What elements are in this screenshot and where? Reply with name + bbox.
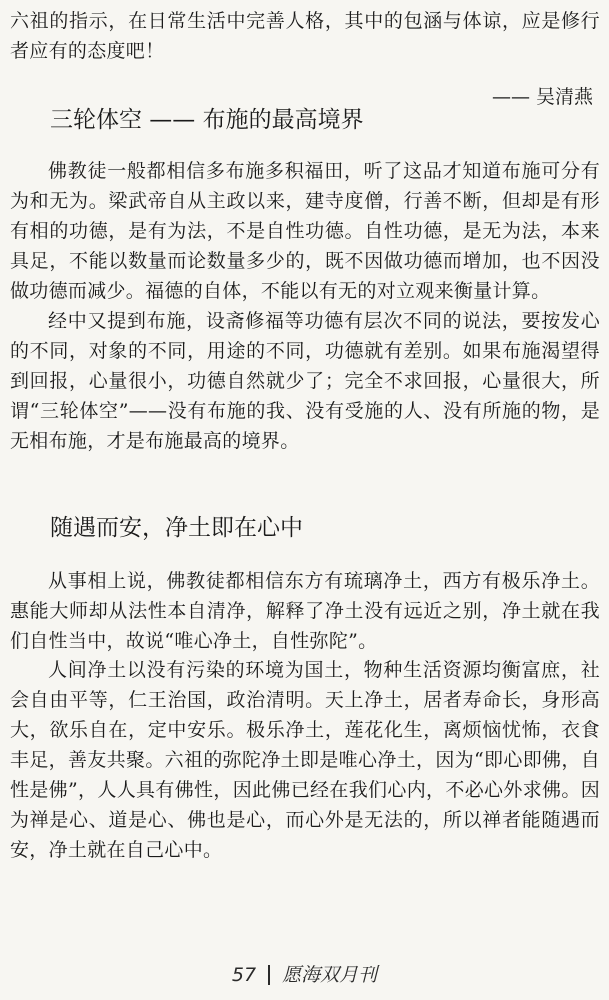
section2-paragraph-1: 从事相上说，佛教徒都相信东方有琉璃净土，西方有极乐净土。惠能大师却从法性本自清净，解释了净土没有远近之别，净土就在我们自性当中，故说“唯心净土，自性弥陀”。 xyxy=(10,570,600,652)
page-number: 57 xyxy=(231,964,257,986)
page-footer xyxy=(0,962,609,988)
section-heading-1: 三轮体空 —— 布施的最高境界 xyxy=(50,107,364,133)
section-heading-2: 随遇而安，净土即在心中 xyxy=(50,515,303,541)
publication-name: 愿海双月刊 xyxy=(282,964,378,986)
footer-separator xyxy=(268,965,270,985)
intro-paragraph: 六祖的指示，在日常生活中完善人格，其中的包涵与体谅，应是修行者应有的态度吧！ xyxy=(10,10,600,62)
section2-paragraph-2: 人间净土以没有污染的环境为国土，物种生活资源均衡富庶，社会自由平等，仁王治国，政治清明。天上净土，居者寿命长，身形高大，欲乐自在，定中安乐。极乐净土，莲花化生，离烦恼忧怖，衣食丰足，善友共聚。六祖的弥陀净土即是唯心净土，因为“即心即佛，自性是佛”，人人具有佛性，因此佛已经在我们心内，不必心外求佛。因为禅是心、道是心、佛也是心，而心外是无法的，所以禅者能随遇而安，净土就在自己心中。 xyxy=(10,659,600,861)
author-attribution: —— 吴清燕 xyxy=(491,86,593,108)
section1-paragraph-2: 经中又提到布施，设斋修福等功德有层次不同的说法，要按发心的不同，对象的不同，用途的不同，功德就有差别。如果布施渴望得到回报，心量很小，功德自然就少了；完全不求回报，心量很大，所谓“三轮体空”——没有布施的我、没有受施的人、没有所施的物，是无相布施，才是布施最高的境界。 xyxy=(10,310,600,452)
section1-paragraph-1: 佛教徒一般都相信多布施多积福田，听了这品才知道布施可分有为和无为。梁武帝自从主政以来，建寺度僧，行善不断，但却是有形有相的功德，是有为法，不是自性功德。自性功德，是无为法，本来具足，不能以数量而论数量多少的，既不因做功德而增加，也不因没做功德而减少。福德的自体，不能以有无的对立观来衡量计算。 xyxy=(10,160,600,302)
